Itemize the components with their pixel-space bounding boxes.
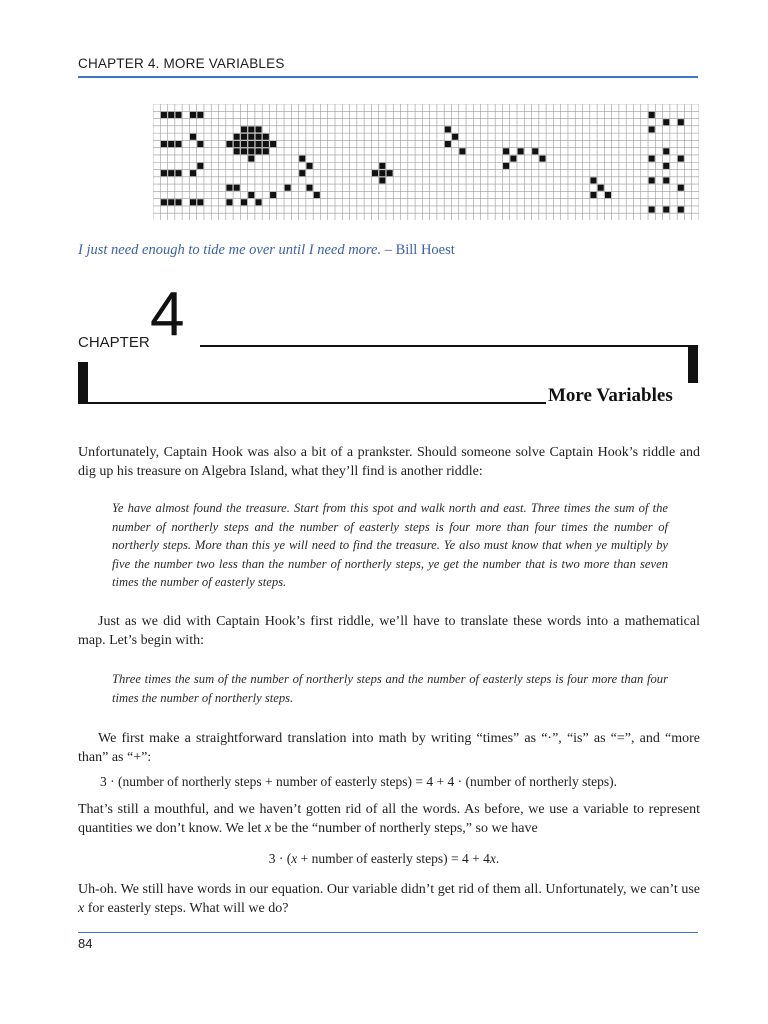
page-number: 84 [78,936,93,951]
variable-x: x [264,821,272,836]
filled-grid-cell [663,163,669,169]
filled-grid-cell [168,170,174,176]
filled-grid-cell [256,134,262,140]
chapter-number: 4 [150,280,185,349]
paragraph-variable [78,800,700,838]
filled-grid-cell [197,141,203,147]
variable-x: x [291,851,298,866]
filled-grid-cell [190,170,196,176]
epigraph-quote: I just need enough to tide me over until I need more. [78,242,382,258]
filled-grid-cell [190,199,196,205]
chapter-rule-upper [200,345,696,347]
filled-grid-cell [663,119,669,125]
filled-grid-cell [197,163,203,169]
filled-grid-cell [161,199,167,205]
filled-grid-cell [503,148,509,154]
filled-grid-cell [518,148,524,154]
footer-rule [78,932,698,933]
filled-grid-cell [270,141,276,147]
epigraph-separator: – [381,242,396,258]
filled-grid-cell [306,185,312,191]
filled-grid-cell [161,112,167,118]
filled-grid-cell [248,141,254,147]
filled-grid-cell [306,163,312,169]
paragraph-closing-text-b: for easterly steps. What will we do? [84,901,289,916]
filled-grid-cell [175,170,181,176]
filled-grid-cell [270,192,276,198]
filled-grid-cell [459,148,465,154]
filled-grid-cell [256,148,262,154]
filled-grid-cell [168,199,174,205]
filled-grid-cell [379,163,385,169]
paragraph-translate: Just as we did with Captain Hook’s first riddle, we’ll have to translate these words into a mathematical map. Let’s begin with: [78,614,700,648]
variable-x: x [489,851,496,866]
riddle-excerpt: Three times the sum of the number of northerly steps and the number of easterly steps is four more than four times the number of northerly steps. [112,672,668,705]
filled-grid-cell [663,177,669,183]
grid-of-cells-illustration [153,104,699,220]
epigraph [78,242,455,259]
filled-grid-cell [234,185,240,191]
filled-grid-cell [226,185,232,191]
filled-grid-cell [379,170,385,176]
chapter-bar-right [688,345,698,383]
filled-grid-cell [168,141,174,147]
equation-words: 3 · (number of northerly steps + number of easterly steps) = 4 + 4 · (number of northerly steps). [100,774,617,789]
filled-grid-cell [678,185,684,191]
filled-grid-cell [503,163,509,169]
filled-grid-cell [190,112,196,118]
paragraph-variable-text-a: That’s still a mouthful, and we haven’t gotten rid of all the words. As before, we use a variable to represent quantities we don’t know. We let [78,802,700,836]
filled-grid-cell [299,156,305,162]
filled-grid-cell [649,112,655,118]
filled-grid-cell [241,148,247,154]
filled-grid-cell [590,177,596,183]
equation-with-x [0,851,768,867]
filled-grid-cell [248,126,254,132]
epigraph-author: Bill Hoest [395,242,455,258]
filled-grid-cell [197,112,203,118]
chapter-bar-left [78,362,88,404]
equation-part-c: . [495,851,500,866]
filled-grid-cell [663,207,669,213]
equation-part-b: + number of easterly steps) = 4 + 4 [297,851,490,866]
filled-grid-cell [649,126,655,132]
equation-part-a: 3 · ( [268,851,292,866]
filled-grid-cell [248,156,254,162]
filled-grid-cell [248,192,254,198]
filled-grid-cell [590,192,596,198]
filled-grid-cell [649,177,655,183]
filled-grid-cell [226,199,232,205]
filled-grid-cell [241,134,247,140]
filled-grid-cell [263,148,269,154]
filled-grid-cell [241,199,247,205]
filled-grid-cell [175,112,181,118]
filled-grid-cell [241,141,247,147]
filled-grid-cell [387,170,393,176]
filled-grid-cell [649,207,655,213]
filled-grid-cell [445,126,451,132]
filled-grid-cell [226,141,232,147]
filled-grid-cell [314,192,320,198]
filled-grid-cell [175,199,181,205]
filled-grid-cell [678,207,684,213]
filled-grid-cell [299,170,305,176]
filled-grid-cell [372,170,378,176]
paragraph-closing [78,880,700,918]
filled-grid-cell [256,126,262,132]
variable-x: x [78,901,85,916]
filled-grid-cell [190,134,196,140]
filled-grid-cell [452,134,458,140]
chapter-rule-lower [88,402,546,404]
filled-grid-cell [175,141,181,147]
filled-grid-cell [197,199,203,205]
filled-grid-cell [663,148,669,154]
filled-grid-cell [285,185,291,191]
filled-grid-cell [256,141,262,147]
filled-grid-cell [539,156,545,162]
filled-grid-cell [234,134,240,140]
riddle-quote: Ye have almost found the treasure. Start from this spot and walk north and east. Three times the sum of the number of northerly steps and the number of easterly steps is four more than four times the number of northerly steps. More than this ye will need to find the treasure. Ye also must know that when ye multiply by five the number two less than the number of northerly steps, ye get the number that is two more than seven times the number of easterly steps. [112,501,668,589]
filled-grid-cell [168,112,174,118]
filled-grid-cell [532,148,538,154]
filled-grid-cell [605,192,611,198]
paragraph-variable-text-b: be the “number of northerly steps,” so we have [271,821,538,836]
filled-grid-cell [510,156,516,162]
chapter-title: More Variables [548,385,673,406]
filled-grid-cell [678,156,684,162]
paragraph-intro: Unfortunately, Captain Hook was also a bit of a prankster. Should someone solve Captain Hook’s riddle and dig up his treasure on Algebra Island, what they’ll find is another riddle: [78,445,700,479]
filled-grid-cell [248,148,254,154]
paragraph-translation-rules: We first make a straightforward translation into math by writing “times” as “·”, “is” as “=”, and “more than” as “+”: [78,731,700,765]
filled-grid-cell [234,141,240,147]
filled-grid-cell [248,134,254,140]
filled-grid-cell [263,134,269,140]
filled-grid-cell [678,119,684,125]
filled-grid-cell [379,177,385,183]
filled-grid-cell [649,156,655,162]
filled-grid-cell [161,170,167,176]
filled-grid-cell [234,148,240,154]
filled-grid-cell [445,141,451,147]
filled-grid-cell [241,126,247,132]
paragraph-closing-text-a: Uh-oh. We still have words in our equation. Our variable didn’t get rid of them all. Unfortunately, we can’t use [78,882,700,897]
filled-grid-cell [256,199,262,205]
chapter-label: CHAPTER [78,334,150,351]
filled-grid-cell [598,185,604,191]
filled-grid-cell [161,141,167,147]
filled-grid-cell [263,141,269,147]
running-head: CHAPTER 4. MORE VARIABLES [78,56,285,71]
header-rule [78,76,698,78]
